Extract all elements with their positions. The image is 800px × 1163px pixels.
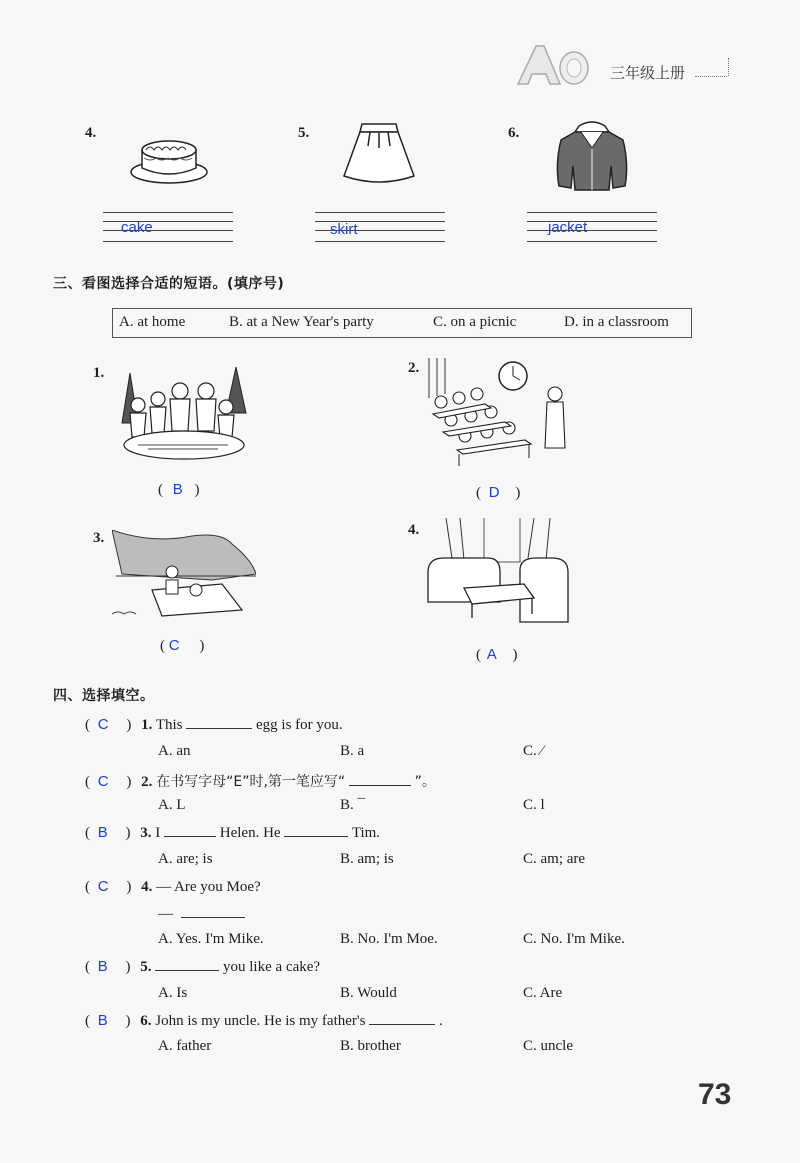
question-number: 2. [141, 774, 153, 790]
picture-number: 2. [408, 360, 420, 376]
phrase-options-box [112, 308, 692, 338]
section3-title: 三、看图选择合适的短语。(填序号) [53, 276, 285, 292]
picture-number: 5. [298, 125, 310, 141]
open-paren: ( [85, 717, 90, 733]
close-paren: ) [125, 959, 131, 975]
answer-blank [369, 1024, 435, 1025]
question-4 [85, 878, 261, 896]
option-a: A. L [158, 797, 186, 813]
answer-blank [284, 836, 348, 837]
phrase-option: C. on a picnic [433, 314, 517, 330]
close-paren: ) [126, 717, 132, 733]
question-6 [85, 1012, 443, 1030]
page-number: 73 [698, 1078, 732, 1111]
option-c: C. ⁄ [523, 743, 544, 759]
answer-blank [181, 917, 245, 918]
ab-logo-icon [510, 38, 595, 90]
option-c: C. uncle [523, 1038, 573, 1054]
question-text: — [158, 906, 173, 922]
open-paren: ( [476, 647, 481, 663]
close-paren: ) [515, 485, 521, 501]
question-number: 4. [141, 879, 153, 895]
phrase-option: A. at home [119, 314, 186, 330]
option-a: A. are; is [158, 851, 213, 867]
answer-blank [186, 728, 252, 729]
answer-lines [527, 212, 657, 242]
question-text: ”。 [414, 774, 436, 790]
close-paren: ) [194, 482, 200, 498]
picnic-scene-image [112, 530, 256, 622]
question-text: . [438, 1013, 443, 1029]
question-text: 在书写字母“E”时,第一笔应写“ [156, 774, 346, 790]
living-room-scene-image [424, 518, 574, 630]
jacket-image-icon [553, 116, 631, 194]
option-c: C. l [523, 797, 545, 813]
picture-number: 6. [508, 125, 520, 141]
question-text: I [155, 825, 161, 841]
open-paren: ( [476, 485, 481, 501]
party-scene-image [108, 363, 254, 463]
picture-number: 4. [408, 522, 420, 538]
header-dotted-line [695, 76, 727, 77]
question-text: — Are you Moe? [156, 879, 261, 895]
question-text: you like a cake? [223, 959, 321, 975]
question-text: egg is for you. [256, 717, 343, 733]
question-2 [85, 771, 436, 791]
open-paren: ( [85, 825, 90, 841]
question-number: 5. [140, 959, 152, 975]
close-paren: ) [125, 825, 131, 841]
open-paren: ( [158, 482, 163, 498]
answer-letter: C [97, 878, 109, 895]
question-1 [85, 716, 343, 734]
question-number: 1. [141, 717, 153, 733]
option-c: C. am; are [523, 851, 586, 867]
option-b: B. brother [340, 1038, 401, 1054]
header-logo [510, 38, 595, 90]
picture-number: 4. [85, 125, 97, 141]
option-b: B. No. I'm Moe. [340, 931, 438, 947]
answer-letter: C [168, 637, 180, 654]
answer-skirt: skirt [330, 221, 358, 238]
option-b: B. Would [340, 985, 397, 1001]
close-paren: ) [126, 879, 132, 895]
question-text: John is my uncle. He is my father's [155, 1013, 366, 1029]
option-b: B. am; is [340, 851, 394, 867]
question-text: Helen. He [219, 825, 281, 841]
open-paren: ( [85, 959, 90, 975]
grade-label: 三年级上册 [610, 64, 686, 82]
question-text: Tim. [351, 825, 381, 841]
answer-cake: cake [121, 219, 153, 236]
answer-letter: B [97, 1012, 108, 1029]
phrase-option: B. at a New Year's party [229, 314, 374, 330]
cake-image-icon [128, 128, 210, 186]
option-a: A. an [158, 743, 191, 759]
header-corner-line [728, 58, 730, 76]
question-number: 3. [140, 825, 152, 841]
answer-parenthesis [160, 637, 204, 655]
answer-parenthesis [476, 484, 520, 502]
answer-letter: C [97, 773, 109, 790]
answer-jacket: jacket [548, 219, 588, 236]
option-a: A. father [158, 1038, 212, 1054]
option-b: B. a [340, 743, 365, 759]
answer-blank [349, 785, 411, 786]
open-paren: ( [85, 879, 90, 895]
section4-title: 四、选择填空。 [53, 688, 155, 704]
answer-blank [155, 970, 219, 971]
question-3 [85, 824, 380, 842]
answer-letter: B [97, 824, 108, 841]
close-paren: ) [126, 774, 132, 790]
answer-letter: A [486, 646, 497, 663]
answer-letter: B [97, 958, 108, 975]
close-paren: ) [125, 1013, 131, 1029]
option-a: A. Yes. I'm Mike. [158, 931, 264, 947]
answer-parenthesis [476, 646, 518, 664]
picture-number: 3. [93, 530, 105, 546]
question-5 [85, 958, 320, 976]
option-a: A. Is [158, 985, 188, 1001]
option-b: B. ¯ [340, 797, 366, 813]
question-text: This [155, 717, 183, 733]
answer-letter: C [97, 716, 109, 733]
open-paren: ( [85, 1013, 90, 1029]
phrase-option: D. in a classroom [564, 314, 669, 330]
open-paren: ( [85, 774, 90, 790]
response-line [158, 906, 245, 923]
close-paren: ) [512, 647, 518, 663]
option-c: C. Are [523, 985, 563, 1001]
skirt-image-icon [340, 120, 418, 190]
answer-letter: B [172, 481, 183, 498]
answer-parenthesis [158, 481, 200, 499]
picture-number: 1. [93, 365, 105, 381]
classroom-scene-image [425, 358, 573, 468]
answer-letter: D [488, 484, 500, 501]
question-number: 6. [140, 1013, 152, 1029]
answer-blank [164, 836, 216, 837]
open-paren: ( [160, 638, 165, 654]
option-c: C. No. I'm Mike. [523, 931, 625, 947]
close-paren: ) [199, 638, 205, 654]
